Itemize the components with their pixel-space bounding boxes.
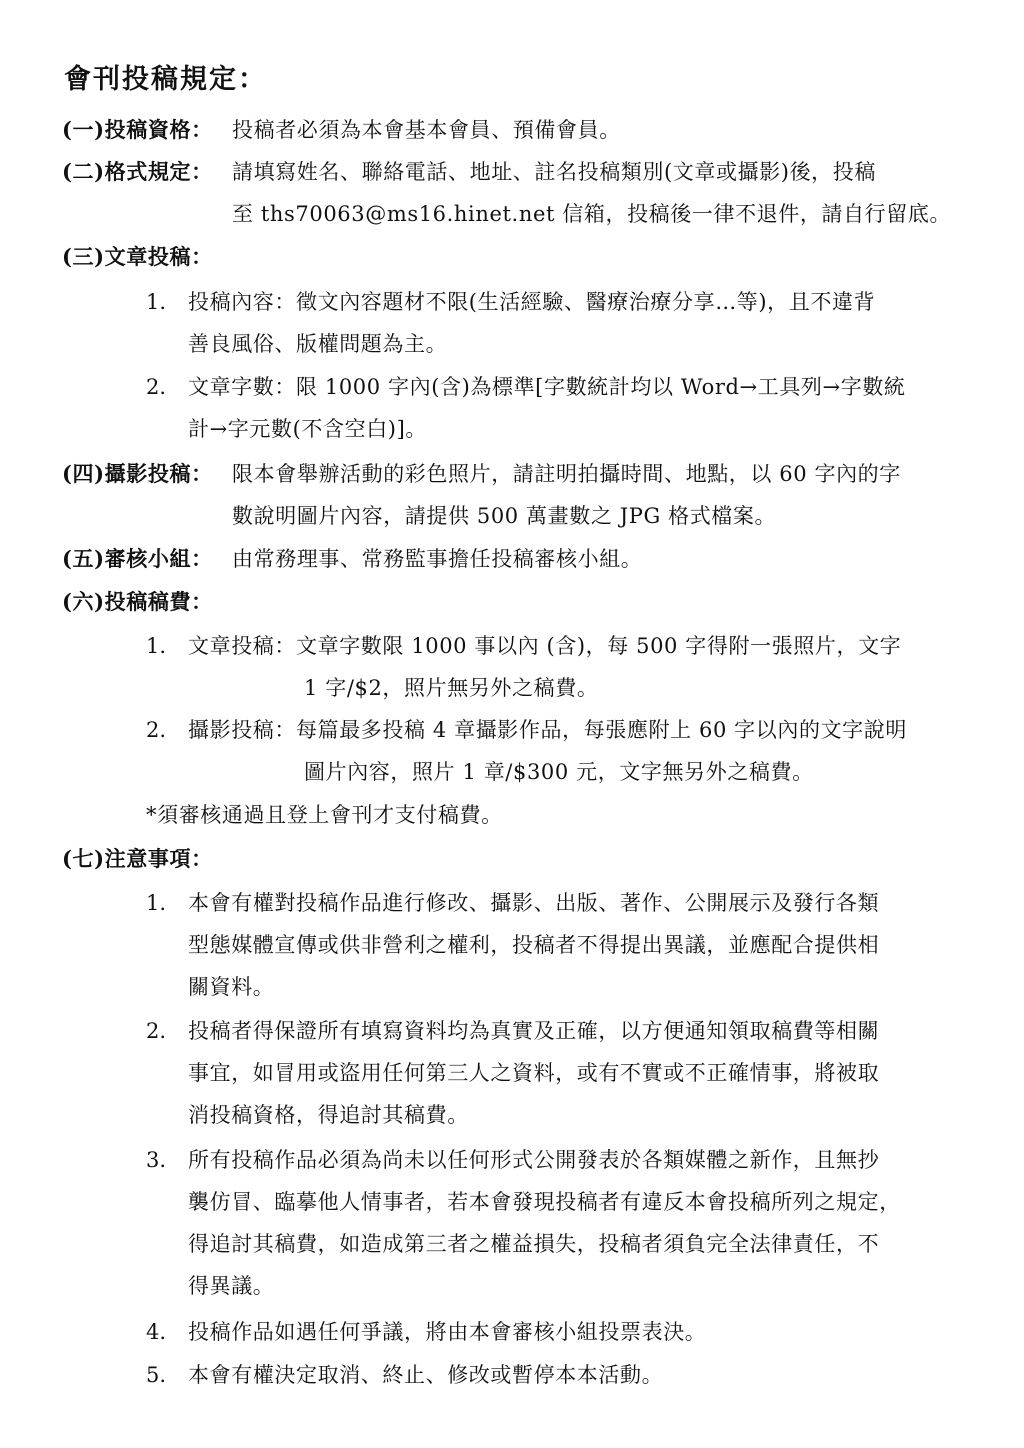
section-7-item-3-number: 3. xyxy=(146,1148,167,1172)
section-4-line-2: 數說明圖片內容，請提供 500 萬畫數之 JPG 格式檔案。 xyxy=(232,504,777,528)
section-6-item-2-line-2: 圖片內容，照片 1 章/$300 元，文字無另外之稿費。 xyxy=(304,760,814,784)
section-7-item-5-line-1: 本會有權決定取消、終止、修改或暫停本本活動。 xyxy=(188,1363,664,1387)
section-5-text: 由常務理事、常務監事擔任投稿審核小組。 xyxy=(232,547,643,571)
section-7-item-4-number: 4. xyxy=(146,1320,167,1344)
section-2-heading: (二)格式規定： xyxy=(62,159,213,184)
section-7-item-4-line-1: 投稿作品如遇任何爭議，將由本會審核小組投票表決。 xyxy=(188,1320,707,1344)
section-5-heading: (五)審核小組： xyxy=(62,546,213,571)
section-7-item-1-line-3: 關資料。 xyxy=(188,975,275,999)
section-7-item-3-line-4: 得異議。 xyxy=(188,1274,275,1298)
section-6-note: *須審核通過且登上會刊才支付稿費。 xyxy=(146,803,503,827)
section-7-item-2-line-2: 事宜，如冒用或盜用任何第三人之資料，或有不實或不正確情事，將被取 xyxy=(188,1061,880,1085)
section-2-line-1: 請填寫姓名、聯絡電話、地址、註名投稿類別(文章或攝影)後，投稿 xyxy=(232,160,876,184)
section-3-item-2-number: 2. xyxy=(146,375,167,399)
section-1-heading: (一)投稿資格： xyxy=(62,117,213,142)
section-3-item-2-line-2: 計→字元數(不含空白)]。 xyxy=(188,417,427,441)
section-7-item-1-number: 1. xyxy=(146,891,167,915)
section-7-item-2-line-3: 消投稿資格，得追討其稿費。 xyxy=(188,1103,469,1127)
section-7-item-2-line-1: 投稿者得保證所有填寫資料均為真實及正確，以方便通知領取稿費等相關 xyxy=(188,1019,880,1043)
section-6-heading: (六)投稿稿費： xyxy=(62,589,213,614)
section-6-item-2-number: 2. xyxy=(146,718,167,742)
section-2-line-2: 至 ths70063@ms16.hinet.net 信箱，投稿後一律不退件，請自行留底。 xyxy=(232,202,952,226)
section-6-item-1-number: 1. xyxy=(146,634,167,658)
section-7-item-1-line-1: 本會有權對投稿作品進行修改、攝影、出版、著作、公開展示及發行各類 xyxy=(188,891,880,915)
section-7-item-3-line-1: 所有投稿作品必須為尚未以任何形式公開發表於各類媒體之新作，且無抄 xyxy=(188,1148,880,1172)
section-7-heading: (七)注意事項： xyxy=(62,846,213,871)
section-7-item-1-line-2: 型態媒體宣傳或供非營利之權利，投稿者不得提出異議，並應配合提供相 xyxy=(188,933,880,957)
section-7-item-3-line-2: 襲仿冒、臨摹他人情事者，若本會發現投稿者有違反本會投稿所列之規定， xyxy=(188,1190,901,1214)
page-title: 會刊投稿規定： xyxy=(64,64,267,95)
section-1-text: 投稿者必須為本會基本會員、預備會員。 xyxy=(232,118,621,142)
section-3-item-1-line-1: 投稿內容：徵文內容題材不限(生活經驗、醫療治療分享…等)，且不違背 xyxy=(188,290,876,314)
section-6-item-1-line-2: 1 字/$2，照片無另外之稿費。 xyxy=(304,676,599,700)
section-4-line-1: 限本會舉辦活動的彩色照片，請註明拍攝時間、地點，以 60 字內的字 xyxy=(232,462,901,486)
section-6-item-2-line-1: 攝影投稿：每篇最多投稿 4 章攝影作品，每張應附上 60 字以內的文字說明 xyxy=(188,718,907,742)
section-7-item-5-number: 5. xyxy=(146,1363,167,1387)
section-3-item-1-number: 1. xyxy=(146,290,167,314)
section-7-item-3-line-3: 得追討其稿費，如造成第三者之權益損失，投稿者須負完全法律責任，不 xyxy=(188,1232,880,1256)
section-3-item-2-line-1: 文章字數：限 1000 字內(含)為標準[字數統計均以 Word→工具列→字數統 xyxy=(188,375,906,399)
section-7-item-2-number: 2. xyxy=(146,1019,167,1043)
section-6-item-1-line-1: 文章投稿：文章字數限 1000 事以內 (含)，每 500 字得附一張照片，文字 xyxy=(188,634,902,658)
section-3-item-1-line-2: 善良風俗、版權問題為主。 xyxy=(188,332,448,356)
section-3-heading: (三)文章投稿： xyxy=(62,244,213,269)
section-4-heading: (四)攝影投稿： xyxy=(62,461,213,486)
